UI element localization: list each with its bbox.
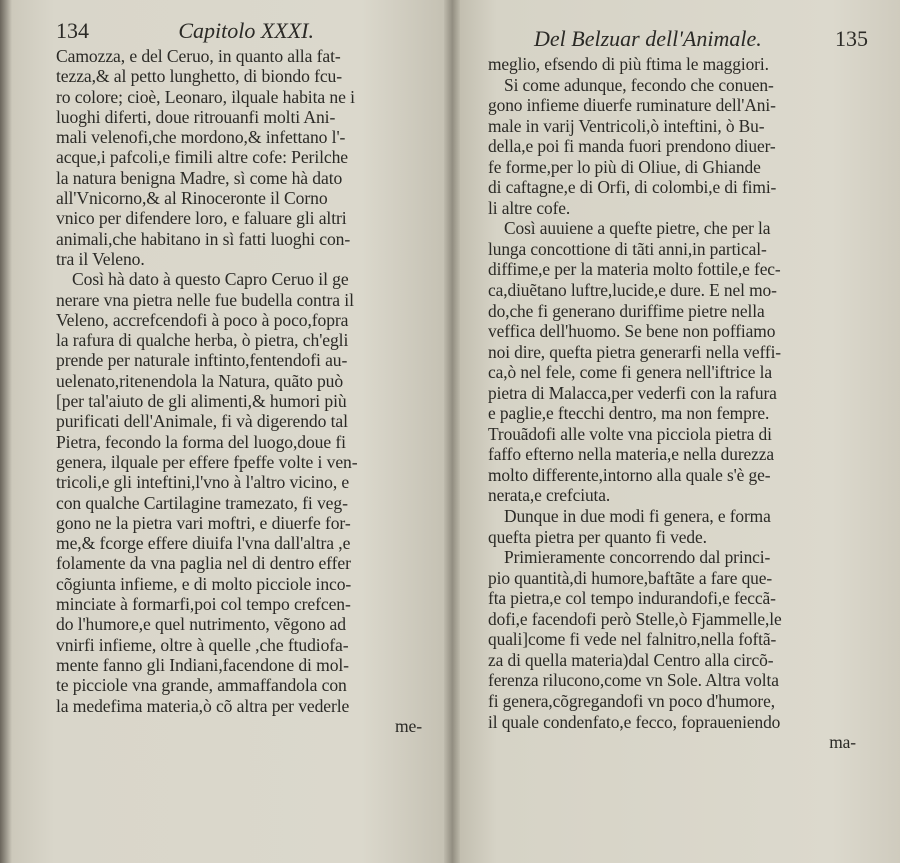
text-line: cõgiunta infieme, e di molto picciole inco- [56, 573, 352, 594]
text-line: pietra di Malacca,per vederfi con la rafura [488, 382, 777, 403]
text-line: fi genera,cõgregandofi vn poco d'humore, [488, 690, 775, 711]
text-line: tricoli,e gli inteftini,l'vno à l'altro vicino, e [56, 472, 350, 493]
text-line: gono ne la pietra vari moftri, e diuerfe for- [56, 512, 351, 533]
text-line: dofi,e facendofi però Stelle,ò Fjammelle,le [488, 608, 782, 629]
text-line: quali]come fi vede nel falnitro,nella foftã- [488, 629, 777, 650]
right-running-head: Del Belzuar dell'Animale. [534, 26, 762, 51]
text-line: folamente da vna paglia nel di dentro effer [56, 553, 351, 574]
text-line: za di quella materia)dal Centro alla circõ- [488, 649, 774, 670]
text-line: il quale condenfato,e fecco, fopraueniendo [488, 711, 781, 732]
page-edge-shadow [0, 0, 12, 863]
text-line: pio quantità,di humore,baftãte a fare que- [488, 567, 773, 588]
text-line: me,& fcorge effere diuifa l'vna dall'altra ,e [56, 533, 351, 554]
text-line: purificati dell'Animale, fi và digerendo tal [56, 411, 348, 432]
text-line: do,che fi generano duriffime pietre nella [488, 300, 765, 321]
text-line: do l'humore,e quel nutrimento, vẽgono ad [56, 614, 346, 635]
text-line: li altre cofe. [488, 197, 571, 218]
text-line: minciate à formarfi,poi col tempo crefcen- [56, 594, 351, 615]
text-line: la medefima materia,ò cõ altra per vederle [56, 695, 350, 716]
text-line: ro colore; cioè, Leonaro, ilquale habita ne i [56, 86, 355, 107]
text-line: Così hà dato à questo Capro Ceruo il ge [72, 269, 349, 290]
right-page-header [488, 28, 868, 52]
text-line: lunga concottione di tãti anni,in partical- [488, 238, 767, 259]
right-page-number: 135 [835, 26, 868, 51]
text-line: della,e poi fi manda fuori prendono diuer- [488, 136, 776, 157]
text-line: tezza,& al petto lunghetto, di biondo fcu- [56, 66, 343, 87]
text-line: noi dire, quefta pietra generarfi nella veffi- [488, 341, 781, 362]
text-line: faffo efterno nella materia,e nella durezza [488, 444, 775, 465]
text-line: prende per naturale inftinto,fentendofi au- [56, 350, 348, 371]
text-line: ca,ò nel fele, come fi genera nell'iftrice la [488, 362, 772, 383]
text-line: fe forme,per lo più di Oliue, di Ghiande [488, 156, 761, 177]
text-line: molto differente,intorno alla quale s'è ge- [488, 464, 771, 485]
text-line: ferenza rilucono,come vn Sole. Altra volta [488, 670, 779, 691]
text-line: Trouãdofi alle volte vna picciola pietra di [488, 423, 772, 444]
text-line: male in varij Ventricoli,ò inteftini, ò Bu- [488, 115, 765, 136]
text-line: ca,diuẽtano luftre,lucide,e dure. E nel mo- [488, 280, 777, 301]
text-line: Camozza, e del Ceruo, in quanto alla fat- [56, 46, 341, 66]
catchword: me- [394, 715, 422, 736]
text-line: e paglie,e ftecchi dentro, ma non fempre. [488, 403, 770, 424]
left-page-body [56, 46, 434, 736]
text-line: Pietra, fecondo la forma del luogo,doue fi [56, 431, 346, 452]
left-running-head: Capitolo XXXI. [178, 18, 314, 43]
text-line: quefta pietra per quanto fi vede. [488, 526, 707, 547]
text-line: la rafura di qualche herba, ò pietra, ch'egli [56, 330, 349, 351]
text-line: animali,che habitano in sì fatti luoghi con- [56, 228, 351, 249]
right-page [452, 0, 900, 863]
text-line: fta pietra,e col tempo indurandofi,e feccã- [488, 588, 776, 609]
text-line: all'Vnicorno,& al Rinoceronte il Corno [56, 188, 328, 209]
text-line: meglio, efsendo di più ftima le maggiori. [488, 54, 769, 74]
text-line: te picciole vna grande, ammaffandola con [56, 675, 347, 696]
text-line: Si come adunque, fecondo che conuen- [504, 74, 774, 95]
text-line: genera, ilquale per effere fpeffe volte i ven- [56, 451, 358, 472]
text-line: di caftagne,e di Orfi, di colombi,e di fimi- [488, 177, 777, 198]
text-line: tra il Veleno. [56, 248, 145, 269]
text-line: veffica dell'huomo. Se bene non poffiamo [488, 321, 776, 342]
text-line: diffime,e per la materia molto fottile,e fec- [488, 259, 781, 280]
text-line: vnirfi infieme, oltre à quelle ,che ftudiofa- [56, 634, 349, 655]
text-line: luoghi diferti, doue ritrouanfi molti Ani- [56, 106, 336, 127]
text-line: mente fanno gli Indiani,facendone di mol- [56, 654, 349, 675]
book-gutter [444, 0, 460, 863]
text-line: acque,i pafcoli,e fimili altre cofe: Perilche [56, 147, 349, 168]
text-line: nerata,e crefciuta. [488, 485, 611, 506]
text-line: mali velenofi,che mordono,& infettano l'- [56, 127, 346, 148]
text-line: Così auuiene a quefte pietre, che per la [504, 218, 771, 239]
text-line: uelenato,ritenendola la Natura, quãto può [56, 370, 344, 391]
left-page-number: 134 [56, 18, 89, 43]
catchword: ma- [829, 732, 856, 753]
text-line: [per tal'aiuto de gli alimenti,& humori più [56, 391, 347, 412]
text-line: gono infieme diuerfe ruminature dell'Ani- [488, 95, 776, 116]
text-line: Primieramente concorrendo dal princi- [504, 547, 771, 568]
text-line: la natura benigna Madre, sì come hà dato [56, 167, 343, 188]
left-page-header [0, 20, 434, 44]
text-line: vnico per difendere loro, e faluare gli altri [56, 208, 347, 229]
text-line: nerare vna pietra nelle fue budella contra il [56, 289, 354, 310]
text-line: Dunque in due modi fi genera, e forma [504, 506, 771, 527]
text-line: Veleno, accrefcendofi à poco à poco,fopra [56, 309, 349, 330]
right-page-body [488, 54, 868, 753]
text-line: con qualche Cartilagine tramezato, fi veg- [56, 492, 348, 513]
